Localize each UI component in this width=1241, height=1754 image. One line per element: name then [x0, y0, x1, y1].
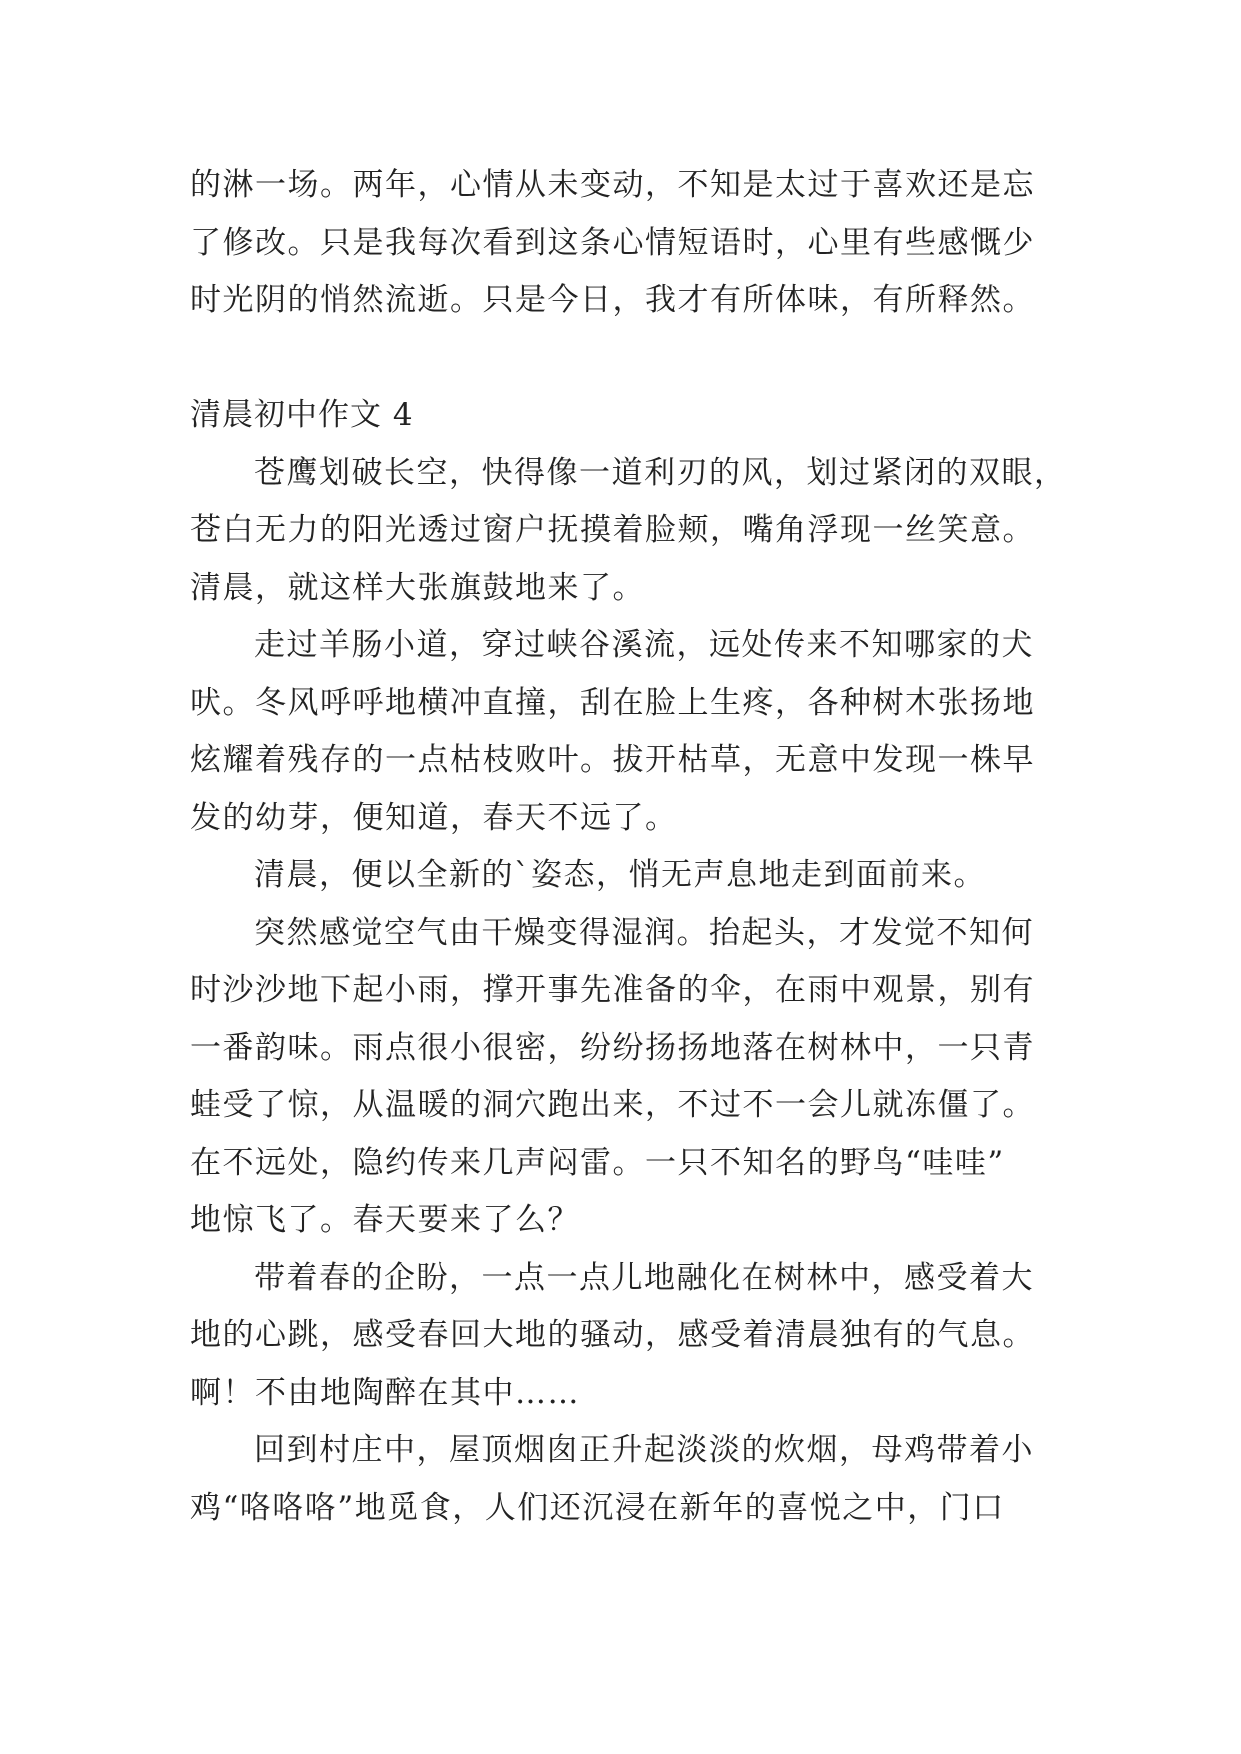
text-line: 一番韵味。雨点很小很密，纷纷扬扬地落在树林中，一只青	[190, 1030, 1035, 1066]
text-line: 鸡“咯咯咯”地觅食，人们还沉浸在新年的喜悦之中，门口	[190, 1490, 1005, 1526]
text-line: 时光阴的悄然流逝。只是今日，我才有所体味，有所释然。	[190, 282, 1035, 318]
paragraph-first-line: 突然感觉空气由干燥变得湿润。抬起头，才发觉不知何	[254, 915, 1034, 951]
text-line: 蛙受了惊，从温暖的洞穴跑出来，不过不一会儿就冻僵了。	[190, 1087, 1035, 1123]
text-line: 苍白无力的阳光透过窗户抚摸着脸颊，嘴角浮现一丝笑意。	[190, 512, 1035, 548]
text-line: 时沙沙地下起小雨，撑开事先准备的伞，在雨中观景，别有	[190, 972, 1035, 1008]
text-line: 地的心跳，感受春回大地的骚动，感受着清晨独有的气息。	[190, 1317, 1035, 1353]
text-line: 了修改。只是我每次看到这条心情短语时，心里有些感慨少	[190, 225, 1035, 261]
section-heading: 清晨初中作文 4	[190, 397, 414, 433]
text-line: 吠。冬风呼呼地横冲直撞，刮在脸上生疼，各种树木张扬地	[190, 685, 1035, 721]
paragraph-first-line: 带着春的企盼，一点一点儿地融化在树林中，感受着大	[254, 1260, 1034, 1296]
paragraph-first-line: 回到村庄中，屋顶烟囱正升起淡淡的炊烟，母鸡带着小	[254, 1432, 1034, 1468]
paragraph-first-line: 苍鹰划破长空，快得像一道利刃的风，划过紧闭的双眼，	[254, 455, 1067, 491]
text-line: 发的幼芽，便知道，春天不远了。	[190, 800, 678, 836]
paragraph-first-line: 走过羊肠小道，穿过峡谷溪流，远处传来不知哪家的犬	[254, 627, 1034, 663]
text-line: 在不远处，隐约传来几声闷雷。一只不知名的野鸟“哇哇”	[190, 1145, 1005, 1181]
text-line: 清晨，就这样大张旗鼓地来了。	[190, 570, 645, 606]
text-line: 炫耀着残存的一点枯枝败叶。拔开枯草，无意中发现一株早	[190, 742, 1035, 778]
text-line: 啊！不由地陶醉在其中……	[190, 1375, 580, 1411]
paragraph-first-line: 清晨，便以全新的`姿态，悄无声息地走到面前来。	[254, 857, 986, 893]
text-line: 的淋一场。两年，心情从未变动，不知是太过于喜欢还是忘	[190, 167, 1035, 203]
text-line: 地惊飞了。春天要来了么？	[190, 1202, 580, 1238]
